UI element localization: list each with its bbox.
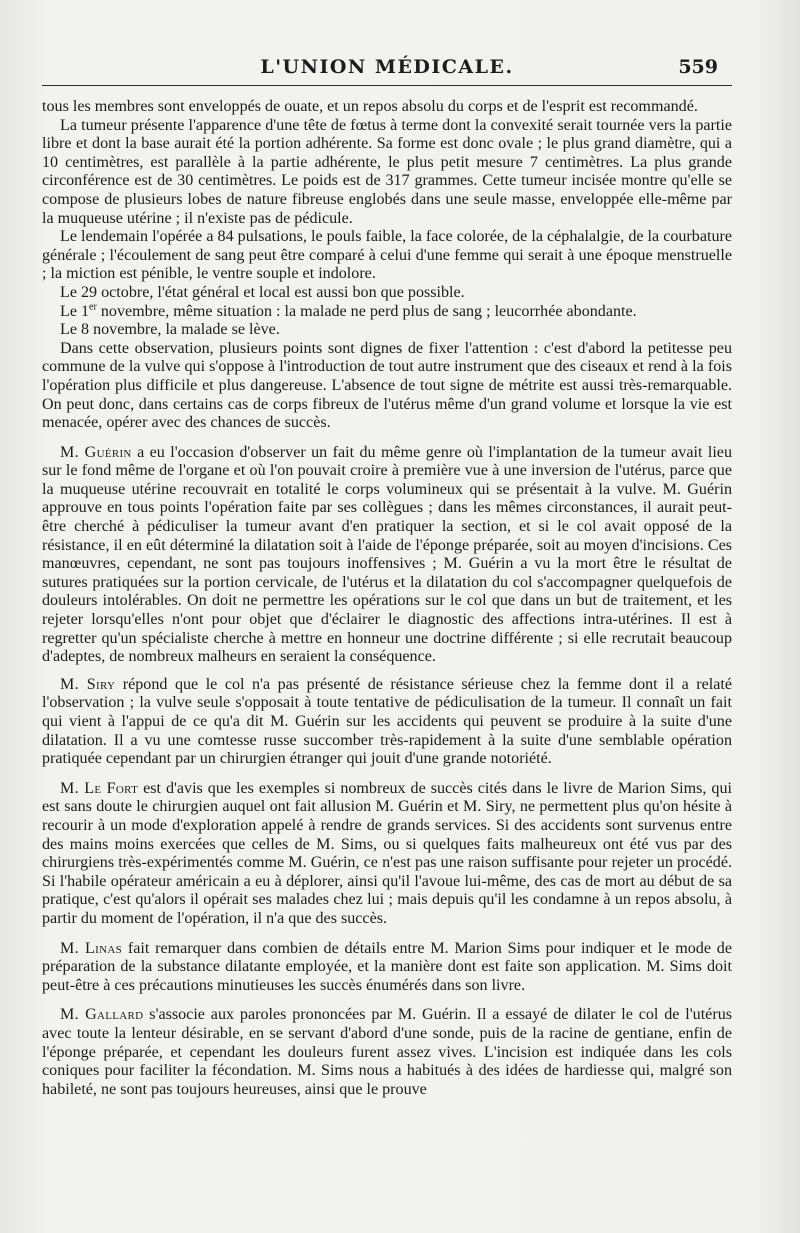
paragraph-text: Le 1 <box>60 302 90 320</box>
paragraph-text: novembre, même situation : la malade ne perd plus de sang ; leucorrhée abondante. <box>96 302 637 320</box>
speaker-name: M. Guérin <box>60 443 132 461</box>
speaker-paragraph <box>42 444 732 667</box>
paragraph: Le 8 novembre, la malade se lève. <box>60 321 280 339</box>
speaker-name: M. Le Fort <box>60 779 139 797</box>
paragraph: La tumeur présente l'apparence d'une tête de fœtus à terme dont la convexité serait tournée vers la partie libre et dont la base aurait été la portion adhérente. Sa forme est donc ovale ; le plus grand diamètre, qui a 10 centimètres, est parallèle à la partie adhérente, le plus petit mesure 7 centimètres. La plus grande circonférence est de 30 centimètres. Le poids est de 317 grammes. Cette tumeur incisée montre qu'elle se compose de plusieurs lobes de nature fibreuse englobés dans une seule masse, enveloppée elle-même par la muqueuse utérine ; il n'existe pas de pédicule. <box>42 116 732 227</box>
speaker-paragraph <box>42 780 732 929</box>
speaker-paragraph <box>42 940 732 996</box>
speaker-name: M. Linas <box>60 939 123 957</box>
superscript: er <box>89 301 97 313</box>
paragraph-text: fait remarquer dans combien de détails entre M. Marion Sims pour indiquer et le mode de préparation de la substance dilatante employée, et la manière dont est faite son application. M. Sims doit peut-être à ces précautions minutieuses les succès énumérés dans son livre. <box>42 939 732 994</box>
speaker-paragraph <box>42 1006 732 1099</box>
speaker-name: M. Siry <box>60 675 116 693</box>
running-title: L'UNION MÉDICALE. <box>260 56 514 78</box>
page-number: 559 <box>678 56 718 78</box>
paragraph-text: a eu l'occasion d'observer un fait du même genre où l'implantation de la tumeur avait lieu sur le fond même de l'organe et où l'on pouvait croire à première vue à une inversion de l'utérus, parce que la muqueuse utérine recouvrait en totalité le corps volumineux qui se présentait à la vulve. M. Guérin approuve en tous points l'opération faite par ses collègues ; dans les mêmes circonstances, il aurait peut-être cherché à pédiculiser la tumeur avant d'en pratiquer la section, et si le col avait opposé de la résistance, il en eût déterminé la dilatation soit à l'aide de l'éponge préparée, soit au moyen d'incisions. Ces manœuvres, cependant, ne sont pas toujours inoffensives ; M. Guérin a vu la mort être le résultat de sutures pratiquées sur la portion cervicale, de l'utérus et la dilatation du col s'accompagner quelquefois de douleurs intolérables. On doit ne permettre les opérations sur le col que dans un but de traitement, et les rejeter lorsqu'elles n'ont pour objet que d'éclairer le diagnostic des affections intra-utérines. Il est à regretter qu'un spécialiste cherche à mettre en honneur une doctrine différente ; si elle recrutait beaucoup d'adeptes, de nombreux malheurs en seraient la conséquence. <box>42 443 732 666</box>
speaker-paragraph <box>42 676 732 769</box>
paragraph <box>42 303 732 322</box>
paragraph-text: est d'avis que les exemples si nombreux de succès cités dans le livre de Marion Sims, qui est sans doute le chirurgien auquel ont fait allusion M. Guérin et M. Siry, ne permettent plus qu'on hésite à recourir à un mode d'exploration appelé à rendre de grands services. Si des accidents sont survenus entre des mains moins exercées que celles de M. Sims, ou si quelques faits malheureux ont été vus par des chirurgiens très-expérimentés comme M. Guérin, ce n'est pas une raison suffisante pour rejeter un procédé. Si l'habile opérateur américain a eu à déplorer, ainsi qu'il l'avoue lui-même, des cas de mort au début de sa pratique, c'est qu'alors il opérait ses malades chez lui ; mais depuis qu'il les condamne à un repos absolu, à partir du moment de l'opération, il n'a que des succès. <box>42 779 732 927</box>
header-rule <box>42 85 732 86</box>
paragraph: tous les membres sont enveloppés de ouate, et un repos absolu du corps et de l'esprit est recommandé. <box>42 98 698 115</box>
paragraph: Le lendemain l'opérée a 84 pulsations, le pouls faible, la face colorée, de la céphalalgie, de la courbature générale ; l'écoulement de sang peut être comparé à celui d'une femme qui serait à une époque menstruelle ; la miction est pénible, le ventre souple et indolore. <box>42 228 732 283</box>
paragraph-text: répond que le col n'a pas présenté de résistance sérieuse chez la femme dont il a relaté l'observation ; la vulve seule s'opposait à toute tentative de pédiculisation de la tumeur. Il connaît un fait qui vient à l'appui de ce qu'a dit M. Guérin sur les accidents qui peuvent se produire à la suite d'une dilatation. Il a vu une comtesse russe succomber très-rapidement à la suite d'une semblable opération pratiquée cependant par un chirurgien étranger qui jouit d'une grande notoriété. <box>42 675 732 768</box>
speaker-name: M. Gallard <box>60 1006 144 1024</box>
paragraph: Le 29 octobre, l'état général et local est aussi bon que possible. <box>60 283 465 301</box>
page-header <box>42 52 732 82</box>
body-text <box>42 98 732 1099</box>
paragraph: Dans cette observation, plusieurs points sont dignes de fixer l'attention : c'est d'abord la petitesse peu commune de la vulve qui s'oppose à l'introduction de tout autre instrument que des ciseaux et rend à la fois l'opération plus difficile et plus dangereuse. L'absence de tout signe de métrite est aussi très-remarquable. On peut donc, dans certains cas de corps fibreux de l'utérus même d'un grand volume et lorsque la vie est menacée, opérer avec des chances de succès. <box>42 339 732 432</box>
paragraph-text: s'associe aux paroles prononcées par M. Guérin. Il a essayé de dilater le col de l'utérus avec toute la lenteur désirable, en se servant d'abord d'une sonde, puis de la racine de gentiane, enfin de l'éponge préparée, et cependant les douleurs furent assez vives. L'incision est indiquée dans les cols coniques pour faciliter la fécondation. M. Sims nous a habitués à des idées de hardiesse qui, malgré son habileté, ne sont pas toujours heureuses, ainsi que le prouve <box>42 1006 732 1098</box>
